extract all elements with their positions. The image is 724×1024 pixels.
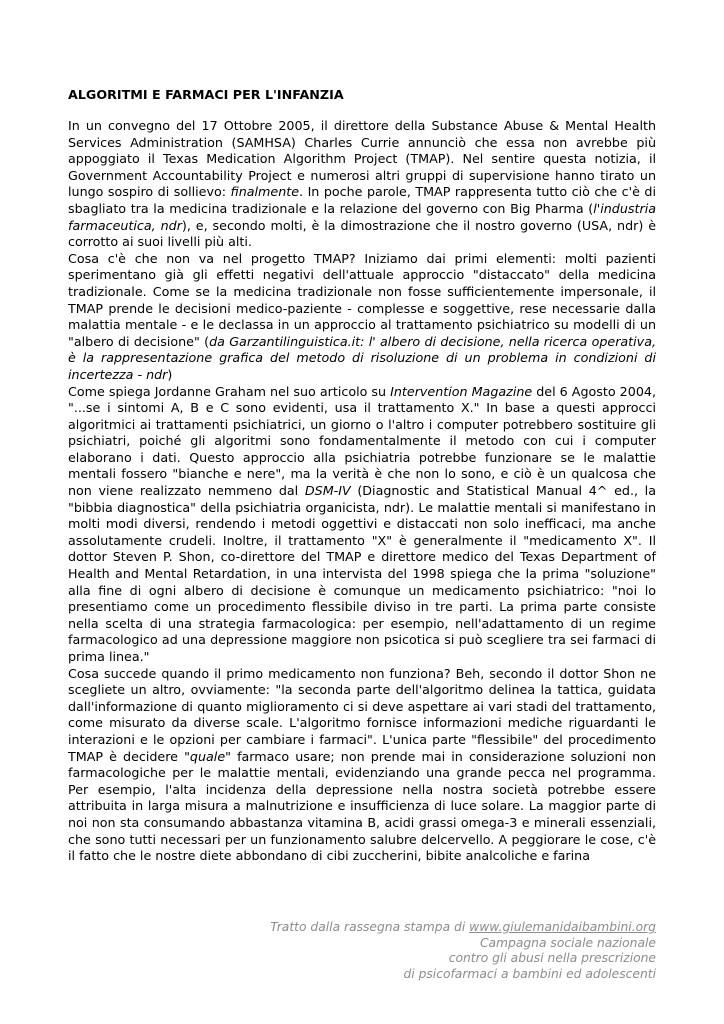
text-segment: ) [167, 366, 173, 382]
paragraph-2 [68, 251, 656, 384]
footer-source-prefix: Tratto dalla rassegna stampa di [270, 920, 470, 934]
text-segment-italic: quale" [189, 748, 231, 764]
text-segment: (Diagnostic and Statistical Manual 4^ ed., la "bibbia diagnostica" della psichiatria organicista, ndr). Le malattie mentali si manifestano in molti modi diversi, rendendo i metodi oggettivi e distaccati non solo inefficaci, ma anche assolutamente crudeli. Inoltre, il trattamento "X" è generalmente il "medicamento X". Il dottor Steven P. Shon, co-direttore del TMAP e direttore medico del Texas Department of Health and Mental Retardation, in una intervista del 1998 spiega che la prima "soluzione" alla fine di ogni albero di decisione è comunque un medicamento psichiatrico: "noi lo presentiamo come un procedimento flessibile diviso in tre parti. La prima parte consiste nella scelta di una strategia farmacologica: per esempio, nell'adattamento di un regime farmacologico ad una depressione maggiore non psicotica si può scegliere tra sei farmaci di prima linea." [68, 483, 656, 664]
text-segment: ), e, secondo molti, è la dimostrazione che il nostro governo (USA, ndr) è corrotto ai suoi livelli più alti. [68, 217, 657, 250]
document-page [68, 0, 656, 1024]
text-segment: . In poche parole, TMAP rappresenta tutto ciò che c'è di sbagliato tra la medicina tradizionale e la relazione del governo con Big Pharma ( [68, 184, 656, 216]
article-body [68, 118, 656, 865]
article-title: ALGORITMI E FARMACI PER L'INFANZIA [68, 87, 344, 102]
footer-campaign-line: Campagna sociale nazionale [479, 935, 656, 950]
paragraph-3 [68, 384, 656, 666]
text-segment: Come spiega Jordanne Graham nel suo articolo su [68, 383, 391, 399]
text-segment: del 6 Agosto 2004, "...se i sintomi A, B e C sono evidenti, usa il trattamento X." In base a questi approcci algoritmici ai trattamenti psichiatrici, un giorno o l'altro i computer potrebbero sostituire gli psichiatri, poiché gli algoritmi sono fondamentalmente il metodo con cui i computer elaborano i dati. Questo approccio alla psichiatria potrebbe funzionare se le malattie mentali fossero "bianche e nere", ma la verità è che non lo sono, e ciò è un qualcosa che non viene realizzato nemmeno dal [68, 383, 656, 499]
text-segment-italic: finalmente [230, 184, 300, 200]
text-segment-italic: DSM-IV [304, 483, 351, 499]
text-segment: Cosa c'è che non va nel progetto TMAP? Iniziamo dai primi elementi: molti pazienti sperimentano già gli effetti negativi dell'attuale approccio "distaccato" della medicina tradizionale. Come se la medicina tradizionale non fosse sufficientemente impersonale, il TMAP prende le decisioni medico-paziente - complesse e soggettive, rese necessarie dalla malattia mentale - e le declassa in un approccio al trattamento psichiatrico su modelli di un "albero di decisione" ( [68, 250, 656, 349]
footer-website-link[interactable]: www.giulemanidaibambini.org [469, 920, 656, 934]
paragraph-4 [68, 666, 656, 865]
footer-abuse-line: contro gli abusi nella prescrizione [448, 951, 656, 966]
text-segment: farmaco usare; non prende mai in considerazione soluzioni non farmacologiche per le malattie mentali, evidenziando una grande pecca nel programma. Per esempio, l'alta incidenza della depressione nella nostra società potrebbe essere attribuita in larga misura a malnutrizione e insufficienza di luce solare. La maggior parte di noi non sta consumando abbastanza vitamina B, acidi grassi omega-3 e minerali essenziali, che sono tutti necessari per un funzionamento salubre delcervello. A peggiorare le cose, c'è il fatto che le nostre diete abbondano di cibi zuccherini, bibite analcoliche e farina [68, 748, 656, 864]
footer-audience-line: di psicofarmaci a bambini ed adolescenti [403, 966, 656, 981]
text-segment: Cosa succede quando il primo medicamento non funziona? Beh, secondo il dottor Shon ne scegliete un altro, ovviamente: "la seconda parte dell'algoritmo delinea la tattica, guidata dall'informazione di quanto miglioramento ci si deve aspettare ai vari stadi del trattamento, come misurato da diverse scale. L'algoritmo fornisce informazioni mediche riguardanti le interazioni e le opzioni per cambiare i farmaci". L'unica parte "flessibile" del procedimento TMAP è decidere " [68, 665, 656, 764]
text-segment: In un convegno del 17 Ottobre 2005, il direttore della Substance Abuse & Mental Health Services Administration (SAMHSA) Charles Currie annunciò che essa non avrebbe più appoggiato il Texas Medication Algorithm Project (TMAP). Nel sentire questa notizia, il Government Accountability Project e numerosi altri gruppi di supervisione hanno tirato un lungo sospiro di sollievo: [68, 118, 656, 200]
text-segment-italic: da Garzantilinguistica.it: l' albero di decisione, nella ricerca operativa, è la rappresentazione grafica del metodo di risoluzione di un problema in condizioni di incertezza - ndr [68, 333, 657, 382]
text-segment-italic: Intervention Magazine [390, 383, 533, 399]
text-segment-italic: l'industria farmaceutica, ndr [68, 200, 656, 233]
page-footer [156, 920, 656, 982]
footer-source-line [156, 920, 656, 936]
paragraph-1 [68, 118, 656, 251]
